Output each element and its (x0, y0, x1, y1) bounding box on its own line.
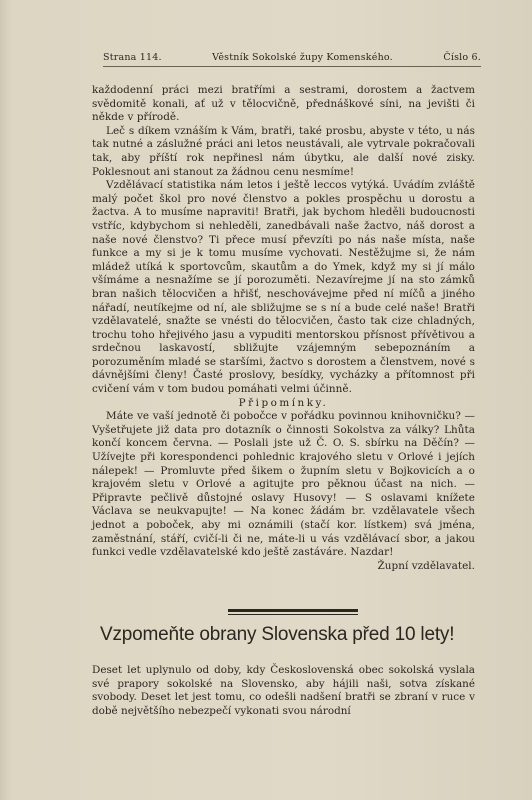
article-paragraph: Deset let uplynulo od doby, kdy Československá obec sokolská vyslala své prapory sokolské na Slovensko, aby hájili naši, sotva získané svobody. Deset let jest tomu, co odešli nadšení bratři se zbraní v ruce v době největšího nebezpečí vykonati svou národní (92, 664, 475, 717)
page-edge-stain (0, 0, 8, 800)
journal-title: Věstník Sokolské župy Komenského. (212, 52, 393, 63)
issue-number: Číslo 6. (443, 52, 481, 63)
section-divider (228, 609, 358, 615)
section-subheading: Připomínky. (238, 396, 329, 409)
page-number: Strana 114. (103, 52, 162, 63)
notes-paragraph: Máte ve vaší jednotě či pobočce v pořádku povinnou knihovničku? — Vyšetřujete již data pro dotazník o činnosti Sokolstva za války? Lhůta končí koncem června. — Poslali jste už Č. O. S. sbírku na Děčín? — Užívejte při korespondenci pohlednic krajového sletu v Orlové i jejích nálepek! — Promluvte před šikem o župním sletu v Bojkovicích a o krajovém sletu v Orlové a agitujte pro pěknou účast na nich. — Připravte pečlivě důstojné oslavy Husovy! — S oslavami knížete Václava se neukvapujte! — Na konec žádám br. vzdělavatele všech jednot a poboček, aby mi oznámili (stačí kor. lístkem) svá jména, zaměstnání, stáří, cvičí-li či ne, máte-li u vás vzdělávací sbor, a jakou funkci vedle vzdělavatelské kdo ještě zastáváre. Nazdar! (92, 410, 475, 559)
paragraph: každodenní práci mezi bratřími a sestrami, dorostem a žactvem svědomitě konali, ať už v tělocvičně, přednáškové síni, na jevišti či někde v přírodě. (92, 84, 475, 124)
article-text (92, 664, 475, 718)
article-headline: Vzpomeňte obrany Slovenska před 10 lety! (100, 624, 455, 645)
signature: Župní vzdělavatel. (377, 559, 475, 572)
paragraph: Leč s díkem vznáším k Vám, bratři, také prosbu, abyste v této, u nás tak nutné a záslužné práci ani letos neustávali, ale vytrvale pokračovali tak, aby příští rok nepřinesl nám úbytku, ale další nové zisky. Poklesnout ani stanout za žádnou cenu nesmíme! (92, 124, 475, 178)
paragraph: Vzdělávací statistika nám letos i ještě leccos vytýká. Uvádím zvláště malý počet škol pro nové členstvo a pokles prospěchu u dorostu a žactva. A to musíme napraviti! Bratři, jak bychom hleděli budoucnosti vstříc, kdybychom si nehleděli, zanedbávali naše žactvo, náš dorost a naše nové členstvo? Ti přece musí převzíti po nás naše místa, naše funkce a my si je k tomu musíme vychovati. Nestěžujme si, že nám mládež utíká k sportovcům, skautům a do Ymek, když my si jí málo všímáme a nesnažíme se jí porozuměti. Nezavírejme jí na sto zámků bran našich tělocvičen a hřišť, neschovávejme před ní míčů a jiného nářadí, neutíkejme od ní, ale sbližujme se s ní a bude celé naše! Bratři vzdělavatelé, snažte se vnésti do tělocvičen, často tak cize chladných, trochu toho hřejivého jasu a vypuditi mentorskou přísnost přívětivou a srdečnou laskavostí, sbližujte vzájemným sebepoznáním a porozuměním mladé se staršími, žactvo s dorostem a členstvem, nové s dávnějšími členy! Časté proslovy, besídky, vycházky a přítomnost při cvičení vám v tom budou pomáhati velmi účinně. (92, 179, 475, 396)
main-text (92, 84, 475, 573)
page-header (103, 52, 481, 67)
